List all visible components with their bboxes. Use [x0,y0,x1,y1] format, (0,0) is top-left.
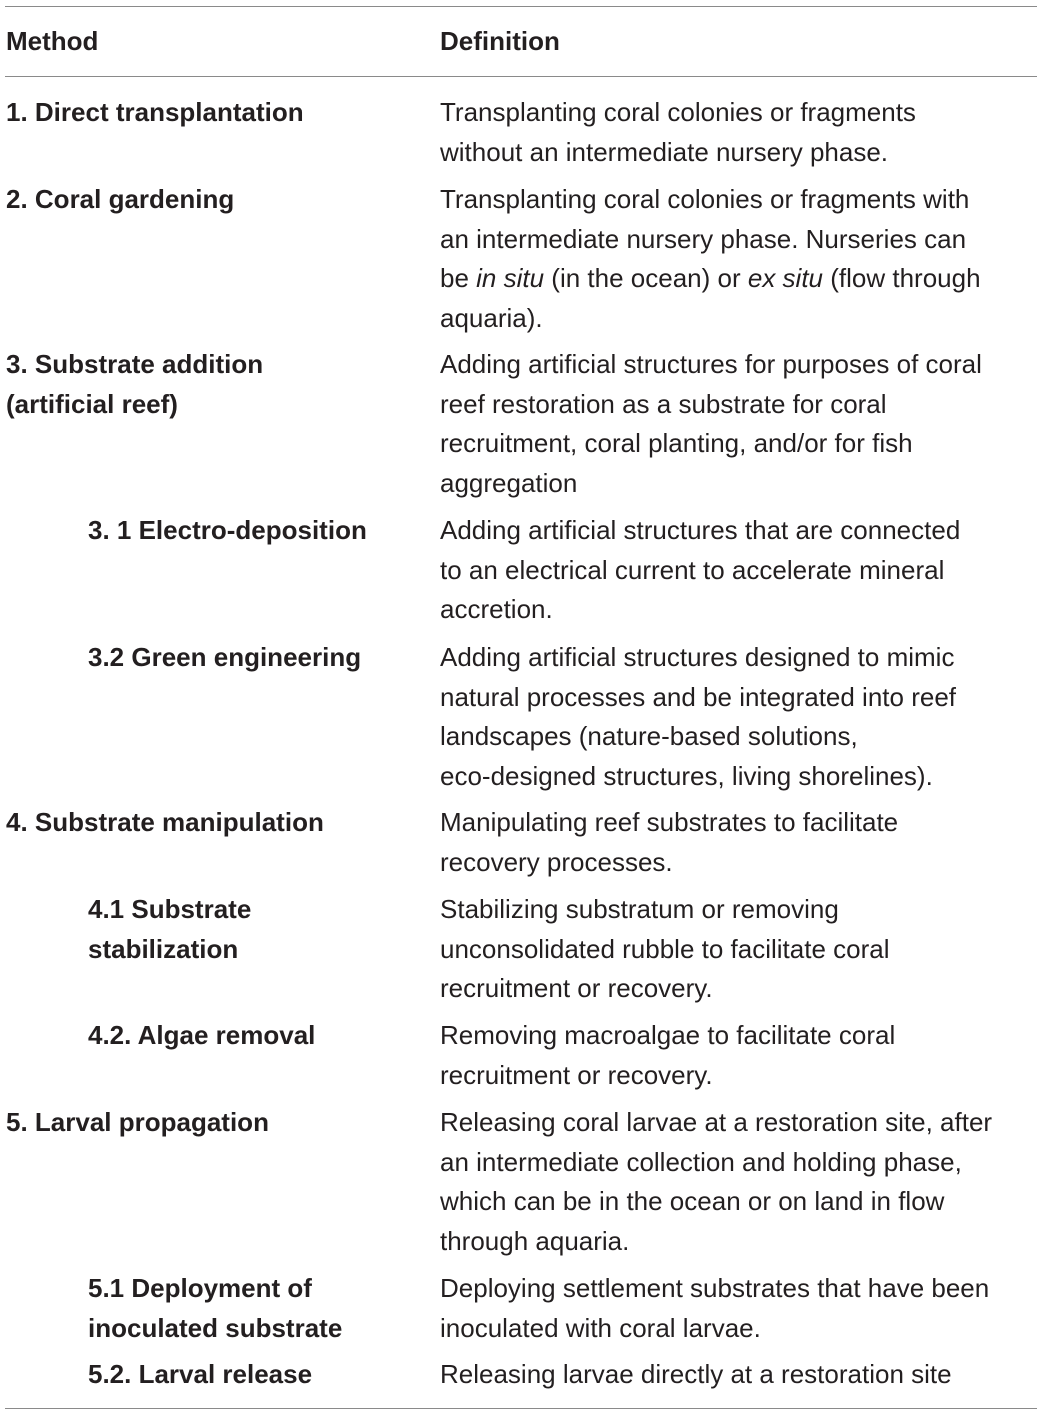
header-divider-rule [5,76,1037,77]
definition-text: (flow through aquaria). [440,263,981,333]
definition-cell: Manipulating reef substrates to facilitate recovery processes. [440,807,899,877]
definition-cell: Transplanting coral colonies or fragments without an intermediate nursery phase. [440,97,916,167]
definition-italic-term: in situ [476,263,545,293]
definition-cell: Stabilizing substratum or removing unconsolidated rubble to facilitate coral recruitment or recovery. [440,894,890,1003]
table-bottom-rule [5,1408,1037,1409]
method-cell: 4.1 Substrate stabilization [88,894,252,964]
method-cell: 4.2. Algae removal [88,1020,316,1050]
definition-cell: Adding artificial structures for purposes of coral reef restoration as a substrate for coral recruitment, coral planting, and/or for fish aggregation [440,349,982,498]
column-header-method: Method [6,26,99,56]
method-cell: 5.2. Larval release [88,1359,313,1389]
definition-italic-term: ex situ [747,263,824,293]
method-cell: 3. 1 Electro-deposition [88,515,367,545]
table-top-rule [5,6,1037,7]
definition-cell: Adding artificial structures that are connected to an electrical current to accelerate mineral accretion. [440,515,961,624]
method-cell: 5. Larval propagation [6,1107,269,1137]
method-cell: 1. Direct transplantation [6,97,304,127]
method-cell: 5.1 Deployment of inoculated substrate [88,1273,343,1343]
definition-cell [440,180,1040,338]
method-cell: 4. Substrate manipulation [6,807,324,837]
definition-text: Transplanting coral colonies or fragments with an intermediate nursery phase. Nurseries can be [440,184,970,293]
definition-cell: Releasing coral larvae at a restoration site, after an intermediate collection and holding phase, which can be in the ocean or on land in flow through aquaria. [440,1107,993,1256]
method-cell: 3. Substrate addition (artificial reef) [6,349,264,419]
definition-cell: Adding artificial structures designed to mimic natural processes and be integrated into reef landscapes (nature-based solutions, eco-designed structures, living shorelines). [440,642,957,791]
column-header-definition: Definition [440,26,560,56]
method-cell: 2. Coral gardening [6,184,235,214]
definition-cell: Removing macroalgae to facilitate coral recruitment or recovery. [440,1020,896,1090]
definition-text: (in the ocean) or [544,263,748,293]
definition-cell: Deploying settlement substrates that have been inoculated with coral larvae. [440,1273,990,1343]
definition-cell: Releasing larvae directly at a restoration site [440,1359,952,1389]
method-cell: 3.2 Green engineering [88,642,362,672]
